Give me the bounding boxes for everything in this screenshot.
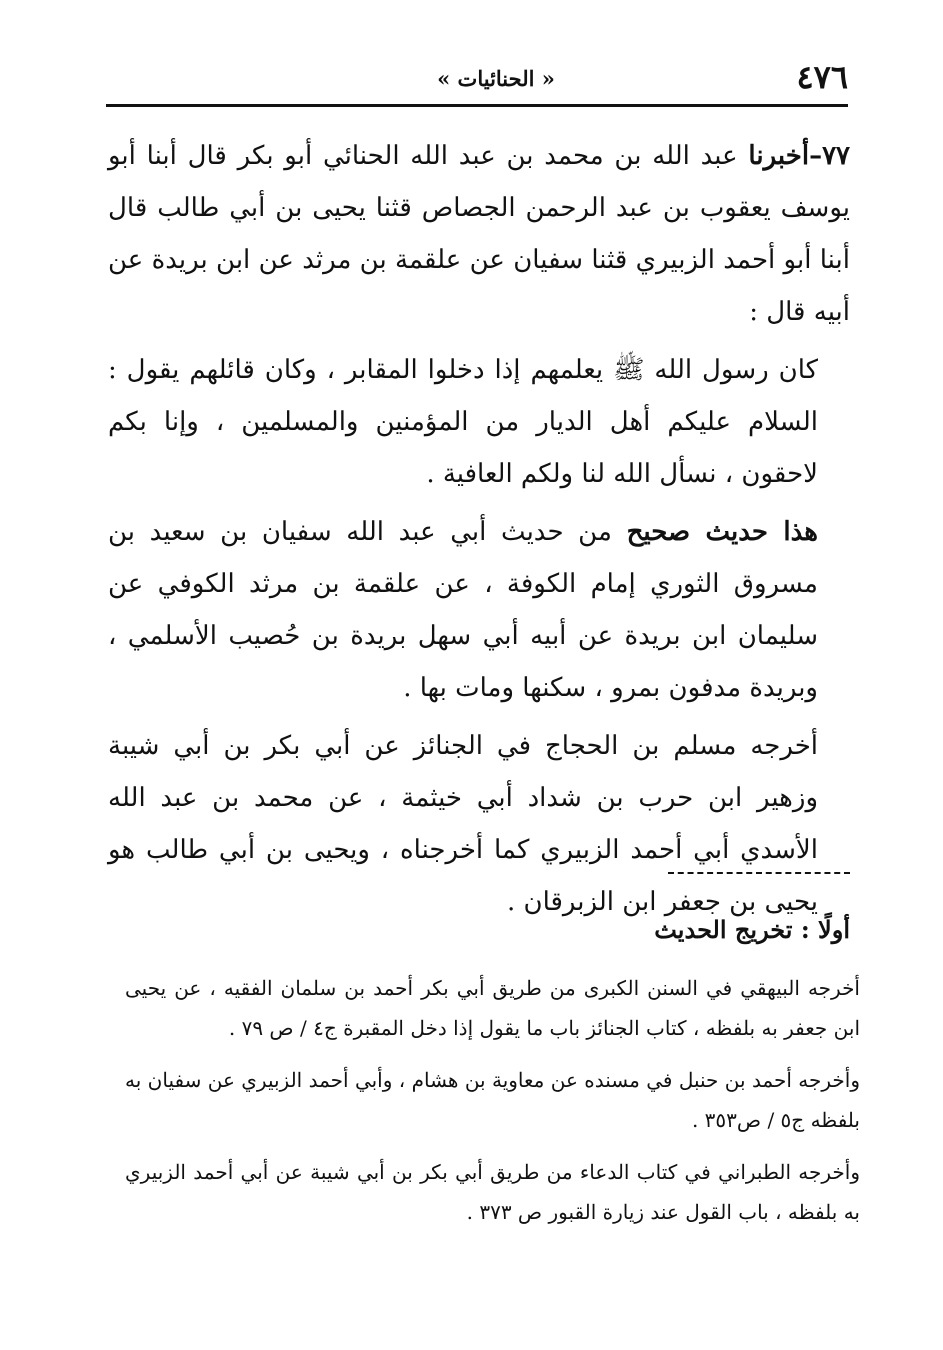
page-number: ٤٧٦	[796, 58, 848, 96]
footnotes-heading: أولًا : تخريج الحديث	[654, 915, 850, 944]
footnotes	[125, 968, 860, 1244]
footnote-paragraph: أخرجه البيهقي في السنن الكبرى من طريق أبي بكر أحمد بن سلمان الفقيه ، عن يحيى ابن جعفر به بلفظه ، كتاب الجنائز باب ما يقول إذا دخل المقبرة ج٤ / ص ٧٩ .	[125, 976, 860, 1040]
main-text	[108, 130, 850, 934]
footnote-paragraph: وأخرجه الطبراني في كتاب الدعاء من طريق أبي بكر بن أبي شيبة عن أبي أحمد الزبيري به بلفظه ، باب القول عند زيارة القبور ص ٣٧٣ .	[125, 1160, 860, 1224]
hadith-chain-text: عبد الله بن محمد بن عبد الله الحنائي أبو بكر قال أبنا أبو يوسف يعقوب بن عبد الرحمن الجصاص قثنا يحيى بن أبي طالب قال أبنا أبو أحمد الزبيري قثنا سفيان عن علقمة بن مرثد عن ابن بريدة عن أبيه قال :	[108, 141, 850, 327]
hadith-isnad	[108, 130, 850, 338]
page-header	[106, 52, 848, 106]
hadith-matn: كان رسول الله ﷺ يعلمهم إذا دخلوا المقابر ، وكان قائلهم يقول : السلام عليكم أهل الديار من المؤمنين والمسلمين ، وإنا بكم لاحقون ، نسأل الله لنا ولكم العافية .	[108, 355, 818, 489]
hadith-grading	[108, 506, 850, 714]
hadith-lead-word: أخبرنا	[748, 141, 810, 171]
hadith-takhrij: أخرجه مسلم بن الحجاج في الجنائز عن أبي بكر بن أبي شيبة وزهير ابن حرب بن شداد أبي خيثمة ، عن محمد بن عبد الله الأسدي أبي أحمد الزبيري كما أخرجناه ، ويحيى بن أبي طالب هو يحيى بن جعفر ابن الزبرقان .	[108, 731, 818, 917]
footnote-paragraph: وأخرجه أحمد بن حنبل في مسنده عن معاوية بن هشام ، وأبي أحمد الزبيري عن سفيان به بلفظه ج٥ / ص٣٥٣ .	[125, 1068, 860, 1132]
hadith-number: ٧٧–	[809, 141, 851, 171]
footnote-divider	[668, 872, 850, 874]
header-rule	[106, 104, 848, 107]
running-title: « الحنائيات »	[437, 66, 555, 91]
grading-lead: هذا حديث صحيح	[626, 517, 818, 547]
grading-text: من حديث أبي عبد الله سفيان بن سعيد بن مسروق الثوري إمام الكوفة ، عن علقمة بن مرثد الكوفي عن سليمان ابن بريدة عن أبيه أبي سهل بريدة بن حُصيب الأسلمي ، وبريدة مدفون بمرو ، سكنها ومات بها .	[108, 517, 818, 703]
